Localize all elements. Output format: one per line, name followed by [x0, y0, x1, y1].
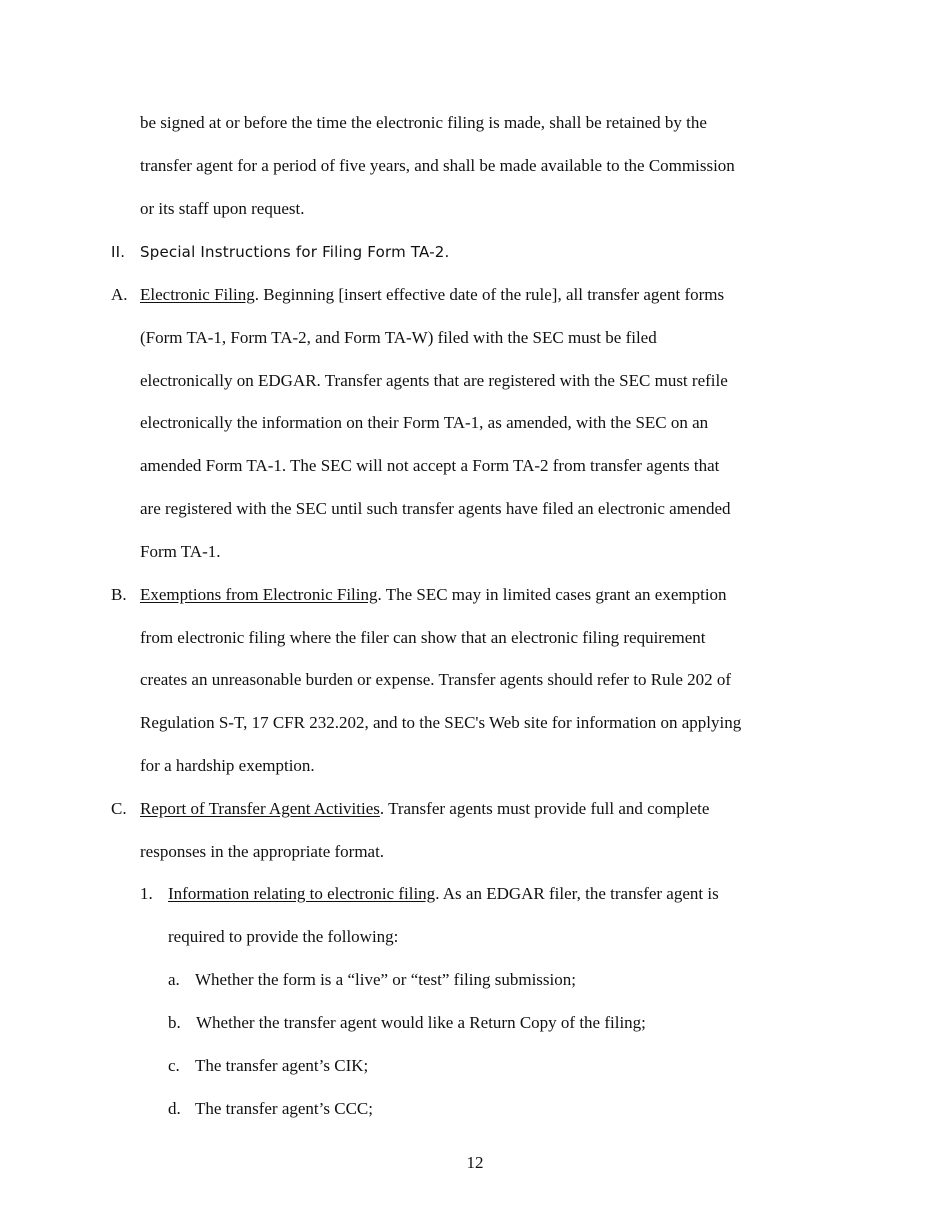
section-ii-marker: II.: [111, 243, 126, 261]
item-b-first-line: [140, 585, 727, 605]
item-1-line: required to provide the following:: [168, 927, 399, 946]
item-c-marker: C.: [111, 799, 127, 818]
item-c-first-line-rest: . Transfer agents must provide full and complete: [379, 799, 710, 818]
intro-line: be signed at or before the time the electronic filing is made, shall be retained by the: [140, 113, 707, 132]
item-b-line: for a hardship exemption.: [140, 756, 315, 775]
item-a-first-line: [140, 285, 724, 305]
sub-item-marker: a.: [168, 970, 180, 989]
sub-item-marker: d.: [168, 1099, 181, 1118]
item-b-first-line-rest: . The SEC may in limited cases grant an exemption: [377, 585, 727, 604]
item-1-title: Information relating to electronic filing: [168, 884, 436, 903]
sub-item-text: Whether the transfer agent would like a Return Copy of the filing;: [196, 1013, 646, 1032]
item-a-marker: A.: [111, 285, 128, 304]
item-a-line: electronically the information on their Form TA-1, as amended, with the SEC on an: [140, 413, 709, 432]
item-b-marker: B.: [111, 585, 127, 604]
item-a-first-line-rest: . Beginning [insert effective date of the rule], all transfer agent forms: [254, 285, 725, 304]
item-a-line: are registered with the SEC until such transfer agents have filed an electronic amended: [140, 499, 731, 518]
item-b-line: from electronic filing where the filer can show that an electronic filing requirement: [140, 628, 706, 647]
sub-item-text: The transfer agent’s CCC;: [195, 1099, 373, 1118]
item-a-line: Form TA-1.: [140, 542, 221, 561]
item-1-first-line: [168, 884, 719, 904]
item-a-line: electronically on EDGAR. Transfer agents that are registered with the SEC must refile: [140, 371, 728, 390]
item-a-title: Electronic Filing: [140, 285, 255, 304]
section-ii-title: Special Instructions for Filing Form TA-2.: [140, 243, 450, 261]
page-number: 12: [466, 1153, 484, 1172]
item-c-line: responses in the appropriate format.: [140, 842, 385, 861]
item-b-line: creates an unreasonable burden or expense. Transfer agents should refer to Rule 202 of: [140, 670, 732, 689]
sub-item-text: Whether the form is a “live” or “test” filing submission;: [195, 970, 576, 989]
sub-item-marker: b.: [168, 1013, 181, 1032]
item-c-title: Report of Transfer Agent Activities: [140, 799, 380, 818]
item-c-first-line: [140, 799, 709, 819]
item-1-marker: 1.: [140, 884, 153, 903]
item-b-title: Exemptions from Electronic Filing: [140, 585, 378, 604]
item-a-line: amended Form TA-1. The SEC will not accept a Form TA-2 from transfer agents that: [140, 456, 720, 475]
item-b-line: Regulation S-T, 17 CFR 232.202, and to the SEC's Web site for information on applying: [140, 713, 742, 732]
sub-item-text: The transfer agent’s CIK;: [195, 1056, 369, 1075]
intro-line: transfer agent for a period of five years, and shall be made available to the Commission: [140, 156, 735, 175]
item-a-line: (Form TA-1, Form TA-2, and Form TA-W) filed with the SEC must be filed: [140, 328, 657, 347]
item-1-first-line-rest: . As an EDGAR filer, the transfer agent is: [435, 884, 719, 903]
sub-item-marker: c.: [168, 1056, 180, 1075]
intro-line: or its staff upon request.: [140, 199, 305, 218]
